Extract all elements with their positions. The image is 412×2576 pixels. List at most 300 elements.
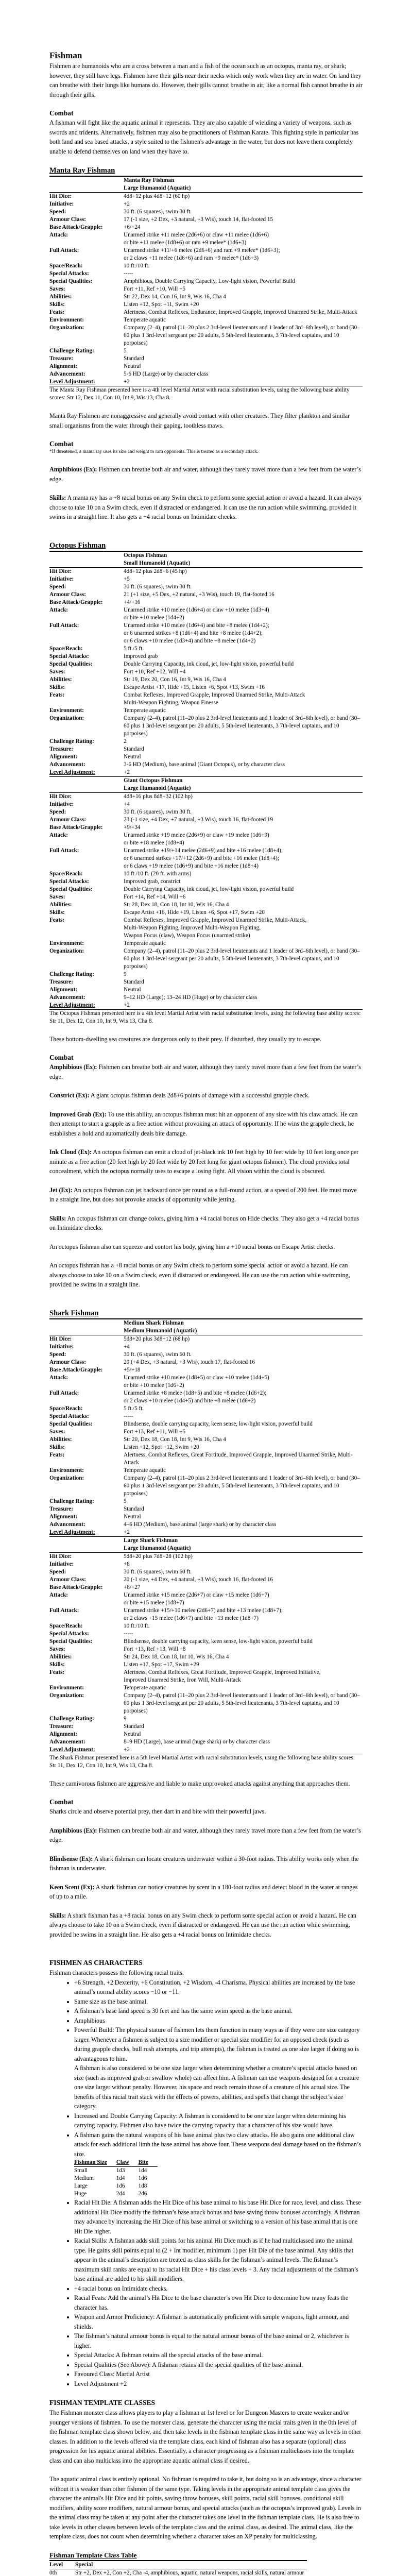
- stat-row: [49, 1413, 363, 1420]
- stat-value: Temperate aquatic: [124, 1684, 166, 1691]
- stat-block-name-row: [49, 552, 363, 560]
- ability-entry: [49, 1110, 363, 1139]
- combat-text: Sharks circle and observe potential prey, then dart in and bite with their powerful jaws.: [49, 1808, 266, 1815]
- stat-row: [49, 301, 363, 309]
- stat-label: Skills:: [49, 301, 65, 308]
- stat-label: Hit Dice:: [49, 193, 72, 199]
- stat-value: 9: [124, 971, 127, 977]
- ability-name: Amphibious (Ex):: [49, 1826, 97, 1834]
- stat-row: [49, 231, 363, 247]
- table-cell: 2d4: [116, 2191, 125, 2197]
- stat-row: [49, 370, 363, 378]
- stat-value: 30 ft. (6 squares), swim 60 ft.: [124, 1568, 192, 1575]
- stat-value: Unarmed strike +15 melee (2d6+7) or claw +15 melee (1d6+7) or bite +15 melee (1d8+7): [124, 1591, 269, 1606]
- stat-value: Neutral: [124, 986, 141, 993]
- ability-text: An octopus fishman can change colors, giving him a +4 racial bonus on Hide checks. They also get a +4 racial bonus on Intimidate checks.: [49, 1214, 359, 1231]
- table-cell: Str +2, Dex +2, Con +2, Cha -4, amphibious, aquatic, natural weapons, racial skills, natural armour: [75, 2569, 304, 2576]
- stat-row: [49, 1467, 363, 1475]
- stat-label: Feats:: [49, 1669, 65, 1675]
- stat-label: Full Attack:: [49, 847, 79, 854]
- stat-label: Treasure:: [49, 1505, 73, 1512]
- stat-value: Neutral: [124, 1513, 141, 1520]
- stat-row: [49, 1389, 363, 1405]
- statblock-container: [49, 177, 363, 386]
- stat-value: Blindsense, double carrying capacity, keen sense, low-light vision, powerful build: [124, 1420, 313, 1427]
- stat-value: 30 ft. (6 squares), swim 60 ft.: [124, 1351, 192, 1358]
- table-cell: 0th: [49, 2569, 57, 2576]
- table-cell: 1d4: [116, 2175, 125, 2181]
- stat-row: [49, 738, 363, 745]
- template-class-table: [49, 2561, 307, 2576]
- base-note: The Shark Fishman presented here is a 5th level Martial Artist with racial substitution levels, using the following base ability scores: Str 11, Dex 12, Con 10, Int 9, Wis 13, Cha 8.: [49, 1754, 355, 1769]
- ability-entry: [49, 493, 363, 522]
- stat-row: [49, 1746, 363, 1754]
- table-row: [74, 2167, 158, 2175]
- ability-text: A giant octopus fishman deals 2d8+6 points of damage with a successful grapple check.: [89, 1092, 310, 1099]
- base-note: The Manta Ray Fishman presented here is a 4th level Martial Artist with racial substitution levels, using the following base ability scores: Str 12, Dex 11, Con 10, Int 9, Wis 13, Cha 8.: [49, 387, 350, 401]
- stat-row: [49, 870, 363, 878]
- section-intro: Fishman characters possess the following racial traits.: [49, 1969, 184, 1976]
- trait-item: • +6 Strength, +2 Dexterity, +6 Constitution, +2 Wisdom, -4 Charisma. Physical abilities are increased by the base animal’s normal ability scores −10 or −11.: [74, 1978, 363, 1997]
- description: Manta Ray Fishmen are nonaggressive and generally avoid contact with other creatures. They filter plankton and similar small organisms from the water through their gaping, toothless maws.: [49, 412, 350, 429]
- stat-row: [49, 660, 363, 668]
- trait-item: • Amphibious: [74, 2016, 363, 2026]
- section-title: Octopus Fishman: [49, 540, 363, 552]
- stat-row: [49, 769, 363, 777]
- stat-value: Standard: [124, 1505, 144, 1512]
- stat-value: Unarmed strike +11/+6 melee (2d6+6) and ram +9 melee* (1d6+3); or 2 claws +11 melee (1d6+6) and ram +9 melee* (1d6+3): [124, 247, 280, 261]
- stat-label: Saves:: [49, 893, 65, 900]
- stat-label: Abilities:: [49, 901, 72, 908]
- stat-value: Alertness, Combat Reflexes, Endurance, Improved Grapple, Improved Unarmed Strike, Multi-Attack: [124, 309, 357, 315]
- stat-value: -----: [124, 270, 133, 277]
- stat-label: Initiative:: [49, 801, 74, 807]
- stat-value: 4d8+16 plus 8d8+32 (102 hp): [124, 793, 193, 800]
- table-cell: 1d6: [138, 2175, 147, 2181]
- stat-label: Special Attacks:: [49, 270, 89, 277]
- stat-label: Challenge Rating:: [49, 1715, 94, 1722]
- stat-value: Improved grab, constrict: [124, 878, 181, 885]
- stat-row: [49, 1475, 363, 1498]
- stat-value: Standard: [124, 978, 144, 985]
- stat-row: [49, 1552, 363, 1561]
- creature-type: Medium Humanoid (Aquatic): [124, 1327, 363, 1335]
- stat-row: [49, 1343, 363, 1351]
- stat-value: 2: [124, 738, 127, 744]
- stat-label: Treasure:: [49, 1723, 73, 1730]
- stat-value: Standard: [124, 745, 144, 752]
- ability-entry: [49, 1261, 363, 1290]
- ability-text: An octopus fishman can jet backward once per round as a full-round action, at a speed of 200 feet. He must move in a straight line, but does not provoke attacks of opportunity while jetting.: [49, 1186, 357, 1203]
- ability-text: A manta ray has a +8 racial bonus on any Swim check to perform some special action or avoid a hazard. It can always choose to take 10 on a Swim check, even if distracted or endangered. It can use the run action while swimming, provided it swims in a straight line. It also gets a +4 racial bonus on Intimidate checks.: [49, 494, 362, 520]
- stat-value: 5-6 HD (Large) or by character class: [124, 371, 209, 377]
- stat-value: Listen +12, Spot +11, Swim +20: [124, 301, 199, 308]
- statblock-container: [49, 1319, 363, 1754]
- stat-row: [49, 1692, 363, 1715]
- stat-label: Base Attack/Grapple:: [49, 1366, 103, 1373]
- ability-name: Amphibious (Ex):: [49, 466, 97, 473]
- stat-row: [49, 1630, 363, 1638]
- stat-label: Armour Class:: [49, 1359, 86, 1365]
- creature-name: Manta Ray Fishman: [124, 177, 175, 183]
- creature-name: Octopus Fishman: [124, 552, 167, 558]
- stat-label: Level Adjustment:: [49, 1746, 124, 1754]
- stat-label: Feats:: [49, 1451, 65, 1458]
- stat-value: Neutral: [124, 363, 141, 369]
- stat-row: [49, 606, 363, 622]
- stat-value: +5: [124, 575, 130, 582]
- ability-name: Skills:: [49, 1214, 66, 1222]
- stat-label: Environment:: [49, 1684, 84, 1691]
- table-cell: Large: [74, 2183, 88, 2189]
- stat-row: [49, 940, 363, 947]
- stat-row: [49, 1405, 363, 1413]
- stat-label: Environment:: [49, 317, 84, 323]
- stat-label: Advancement:: [49, 994, 85, 1001]
- stat-row: [49, 1568, 363, 1576]
- table-row: [49, 2569, 307, 2576]
- stat-label: Special Attacks:: [49, 653, 89, 659]
- stat-label: Level Adjustment:: [49, 1529, 124, 1537]
- stat-block-type-row: [49, 184, 363, 193]
- stat-row: [49, 847, 363, 870]
- stat-row: [49, 347, 363, 355]
- table-cell: 1d6: [116, 2183, 125, 2189]
- trait-item: • Level Adjustment +2: [74, 2379, 363, 2389]
- column-header: Claw: [116, 2159, 139, 2167]
- stat-label: Attack:: [49, 1374, 68, 1381]
- stat-row: [49, 224, 363, 231]
- stat-row: [49, 1607, 363, 1622]
- stat-row: [49, 293, 363, 301]
- stat-label: Hit Dice:: [49, 1553, 72, 1560]
- stat-row: [49, 1661, 363, 1669]
- stat-row: [49, 200, 363, 208]
- stat-value: 4d8+12 plus 4d8+12 (60 hp): [124, 193, 190, 199]
- stat-label: Armour Class:: [49, 816, 86, 823]
- creature-type: Large Humanoid (Aquatic): [124, 184, 363, 193]
- stat-block: [49, 177, 363, 386]
- stat-row: [49, 285, 363, 293]
- stat-label: Space/Reach:: [49, 870, 83, 877]
- stat-row: [49, 599, 363, 606]
- stat-value: 5 ft./5 ft.: [124, 645, 144, 652]
- stat-value: 21 (+1 size, +5 Dex, +2 natural, +3 Wis), touch 19, flat-footed 16: [124, 591, 274, 598]
- stat-block: [49, 552, 363, 777]
- stat-label: Environment:: [49, 940, 84, 946]
- stat-row: [49, 684, 363, 691]
- stat-value: 5d8+20 plus 3d8+12 (68 hp): [124, 1335, 190, 1342]
- ability-name: Constrict (Ex):: [49, 1092, 90, 1099]
- trait-item: • Racial Skills: A fishman adds skill points for his animal Hit Dice much as if he had multiclassed into the animal type. He gains skill points equal to (2 + Int modifier, minimum 1) per Hit Die of the base animal. Any skills that appear in the animal’s description are treated as class skills for the fishman’s animal levels. The fishman’s maximum skill ranks are equal to its racial Hit Dice + his class levels + 3. Any racial adjustments of the fishman’s base animal are added to his skill modifiers.: [74, 2236, 363, 2284]
- stat-row: [49, 645, 363, 653]
- stat-value: Neutral: [124, 753, 141, 760]
- stat-row: [49, 1576, 363, 1584]
- abilities-list: [49, 455, 363, 522]
- stat-row: [49, 792, 363, 801]
- stat-value: Fort +14, Ref +14, Will +6: [124, 893, 186, 900]
- stat-row: [49, 1622, 363, 1630]
- stat-row: [49, 832, 363, 847]
- stat-label: Saves:: [49, 1646, 65, 1652]
- stat-row: [49, 676, 363, 684]
- stat-label: Special Qualities:: [49, 1638, 93, 1645]
- stat-row: [49, 1359, 363, 1366]
- stat-label: Saves:: [49, 668, 65, 675]
- stat-value: Escape Artist +17, Hide +15, Listen +6, Spot +13, Swim +16: [124, 684, 265, 690]
- stat-row: [49, 668, 363, 676]
- combat-heading: Combat: [49, 109, 74, 117]
- stat-value: Str 28, Dex 18, Con 18, Int 10, Wis 16, Cha 4: [124, 901, 229, 908]
- stat-label: Hit Dice:: [49, 793, 72, 800]
- stat-value: Fort +10, Ref +12, Will +4: [124, 668, 186, 675]
- stat-value: 17 (-1 size, +2 Dex, +3 natural, +3 Wis), touch 14, flat-footed 15: [124, 216, 273, 223]
- stat-row: [49, 309, 363, 316]
- table-cell: Huge: [74, 2191, 87, 2197]
- stat-value: Improved grab: [124, 653, 158, 659]
- stat-value: 9: [124, 1715, 127, 1722]
- base-note: The Octopus Fishman presented here is a 4th level Martial Artist with racial substitution levels, using the following base ability scores: Str 11, Dex 12, Con 10, Int 9, Wis 13, Cha 8.: [49, 1010, 361, 1024]
- stat-label: Special Attacks:: [49, 878, 89, 885]
- stat-row: [49, 1444, 363, 1451]
- stat-label: Special Attacks:: [49, 1413, 89, 1419]
- table-cell: 2d6: [138, 2191, 147, 2197]
- creature-type: Large Humanoid (Aquatic): [124, 1545, 363, 1553]
- combat-heading: Combat: [49, 1054, 74, 1061]
- stat-value: Unarmed strike +10 melee (1d6+4) or claw +10 melee (1d3+4) or bite +10 melee (1d4+2): [124, 606, 269, 621]
- table-row: [74, 2182, 158, 2190]
- stat-label: Speed:: [49, 1351, 66, 1358]
- stat-value: Alertness, Combat Reflexes, Great Fortitude, Improved Grapple, Improved Unarmed Strike, Multi-Attack: [124, 1451, 353, 1466]
- section-heading: FISHMAN TEMPLATE CLASSES: [49, 2399, 156, 2406]
- stat-block-type-row: [49, 1545, 363, 1553]
- stat-row: [49, 824, 363, 832]
- stat-row: [49, 1723, 363, 1731]
- ability-text: An octopus fishman has a +8 racial bonus on any Swim check to perform some special action or avoid a hazard. He can always choose to take 10 on a Swim check, even if distracted or endangered. He can use the run action while swimming, provided he swims in a straight line.: [49, 1262, 350, 1288]
- stat-value: +8/+27: [124, 1584, 141, 1590]
- stat-row: [49, 761, 363, 769]
- stat-label: Speed:: [49, 583, 66, 590]
- ability-entry: [49, 1854, 363, 1873]
- trait-item: • Weapon and Armor Proficiency: A fishman is automatically proficient with simple weapons, light armour, and shields.: [74, 2312, 363, 2331]
- stat-row: [49, 808, 363, 816]
- column-header: Special: [75, 2561, 307, 2569]
- stat-label: Alignment:: [49, 753, 78, 760]
- stat-label: Organization:: [49, 1692, 84, 1699]
- stat-value: Temperate aquatic: [124, 1467, 166, 1473]
- stat-value: Listen +12, Spot +12, Swim +20: [124, 1444, 199, 1450]
- stat-label: Special Qualities:: [49, 1420, 93, 1427]
- table-cell: 1d4: [138, 2167, 147, 2174]
- stat-row: [49, 378, 363, 386]
- trait-item: • Same size as the base animal.: [74, 1997, 363, 2007]
- stat-block-type-row: [49, 1327, 363, 1335]
- stat-value: 9–12 HD (Large); 13–24 HD (Huge) or by character class: [124, 994, 258, 1001]
- stat-row: [49, 745, 363, 753]
- shark-section: [49, 1308, 363, 1940]
- stat-value: Double Carrying Capacity, ink cloud, jet, low-light vision, powerful build: [124, 886, 294, 892]
- stat-value: 20 (+4 Dex, +3 natural, +3 Wis), touch 17, flat-footed 16: [124, 1359, 255, 1365]
- stat-block: [49, 1319, 363, 1537]
- stat-value: 10 ft./10 ft.: [124, 263, 150, 269]
- stat-label: Special Qualities:: [49, 278, 93, 284]
- ability-entry: [49, 1214, 363, 1233]
- stat-value: +5/+18: [124, 1366, 141, 1373]
- ability-text: Fishmen can breathe both air and water, although they rarely travel more than a few feet from the water’s edge.: [49, 1826, 361, 1843]
- stat-row: [49, 622, 363, 645]
- stat-label: Feats:: [49, 917, 65, 923]
- template-classes: [49, 2398, 363, 2576]
- stat-value: +4/+16: [124, 599, 141, 605]
- stat-label: Space/Reach:: [49, 645, 83, 652]
- stat-value: Company (2–4), patrol (11–20 plus 2 3rd-level lieutenants and 1 leader of 3rd–6th level), or band (30–60 plus 1 3rd-level sergeant per 20 adults, 5 5th-level lieutenants, 3 7th-level captains, and 10 porpoises): [124, 325, 360, 346]
- stat-value: +2: [124, 769, 363, 777]
- stat-row: [49, 653, 363, 660]
- stat-value: Fort +11, Ref +10, Will +5: [124, 286, 186, 292]
- stat-label: Challenge Rating:: [49, 738, 94, 744]
- creature-name: Medium Shark Fishman: [124, 1319, 184, 1326]
- stat-value: Temperate aquatic: [124, 707, 166, 714]
- stat-value: Str 24, Dex 18, Con 18, Int 10, Wis 16, Cha 4: [124, 1653, 229, 1660]
- stat-label: Level Adjustment:: [49, 769, 124, 777]
- trait-item: • A fishman’s base land speed is 30 feet and has the same swim speed as the base animal.: [74, 2006, 363, 2016]
- stat-block-type-row: [49, 785, 363, 793]
- stat-row: [49, 216, 363, 224]
- stat-row: [49, 971, 363, 978]
- stat-row: [49, 1366, 363, 1374]
- ability-name: Ink Cloud (Ex):: [49, 1148, 92, 1156]
- creature-type: Small Humanoid (Aquatic): [124, 560, 363, 568]
- stat-value: +4: [124, 1343, 130, 1350]
- stat-value: Fort +13, Ref +11, Will +5: [124, 1428, 186, 1435]
- stat-row: [49, 567, 363, 575]
- ability-name: Amphibious (Ex):: [49, 1063, 97, 1071]
- stat-value: Company (2–4), patrol (11–20 plus 2 3rd-level lieutenants and 1 leader of 3rd–6th level), or band (30–60 plus 1 3rd-level sergeant per 20 adults, 5 5th-level lieutenants, 3 7th-level captains, and 10 porpoises): [124, 947, 360, 970]
- ability-text: Fishmen can breathe both air and water, although they rarely travel more than a few feet from the water’s edge.: [49, 1063, 361, 1080]
- stat-label: Abilities:: [49, 676, 72, 683]
- stat-value: Company (2–4), patrol (11–20 plus 2 3rd-level lieutenants and 1 leader of 3rd–6th level), or band (30–60 plus 1 3rd-level sergeant per 20 adults, 5 5th-level lieutenants, 3 7th-level captains, and 10 porpoises): [124, 1475, 360, 1497]
- stat-value: +2: [124, 378, 363, 386]
- stat-row: [49, 886, 363, 893]
- column-header: Fishman Size: [74, 2159, 116, 2167]
- stat-row: [49, 1715, 363, 1723]
- stat-value: 4d8+12 plus 2d8+6 (45 hp): [124, 568, 187, 574]
- stat-row: [49, 878, 363, 886]
- stat-value: Unarmed strike +19/+14 melee (2d6+9) and bite +16 melee (1d8+4); or 6 unarmed strikes +17/+12 (2d6+9) and bite +16 melee (1d8+4); or 6 claws +19 melee (1d6+9) and bite +16 melee (1d8+4): [124, 847, 283, 869]
- stat-value: 10 ft./10 ft. (20 ft. with arms): [124, 870, 192, 877]
- stat-value: Company (2–4), patrol (11–20 plus 2 3rd-level lieutenants and 1 leader of 3rd–6th level), or band (30–60 plus 1 3rd-level sergeant per 20 adults, 5 5th-level lieutenants, 3 7th-level captains, and 10 porpoises): [124, 715, 360, 737]
- stat-row: [49, 193, 363, 201]
- stat-label: Space/Reach:: [49, 1622, 83, 1629]
- stat-value: Temperate aquatic: [124, 317, 166, 323]
- stat-label: Skills:: [49, 909, 65, 916]
- ability-text: A shark fishman has a +8 racial bonus on any Swim check to perform some special action or avoid a hazard. He can always choose to take 10 on a Swim check, even if distracted or endangered. He can use the run action while swimming, provided he swims in a straight line. He also gets a +4 racial bonus on Intimidate checks.: [49, 1911, 356, 1938]
- stat-label: Alignment:: [49, 363, 78, 369]
- traits-list: [49, 1978, 363, 2389]
- stat-row: [49, 1351, 363, 1359]
- stat-value: Str 20, Dex 18, Con 18, Int 9, Wis 16, Cha 4: [124, 1436, 226, 1443]
- table-cell: Medium: [74, 2175, 94, 2181]
- table-row: [74, 2190, 158, 2198]
- stat-value: Unarmed strike +8 melee (1d8+5) and bite +8 melee (1d6+2); or 2 claws +10 melee (1d4+5) and bite +8 melee (1d6+2): [124, 1389, 267, 1404]
- stat-row: [49, 947, 363, 971]
- stat-label: Attack:: [49, 1591, 68, 1598]
- ability-entry: [49, 1185, 363, 1205]
- stat-value: +2: [124, 1002, 363, 1010]
- template-paragraph-1: The Fishman monster class allows players to play a fishman at 1st level or for Dungeon Masters to create weaker and/or younger versions of fishmen. To use the monster class, generate the character using the racial traits given in the 0th level of the fishman template class shown below, and then take levels in the fishman template class in the same way as levels in other classes. In addition to the levels offered via the template class, each kind of fishman also has a separate (optional) class progression for his aquatic animal abilities. Essentially, a character progressing as a fishman multiclasses into the template class and can also multiclass into the appropriate aquatic animal class if desired.: [49, 2409, 362, 2464]
- stat-label: Attack:: [49, 606, 68, 613]
- stat-value: +9/+34: [124, 824, 141, 831]
- ability-entry: [49, 1091, 363, 1100]
- ability-name: Skills:: [49, 494, 66, 501]
- trait-item: • A fishman gains the natural weapons of his base animal plus two claw attacks. He also gains one additional claw attack for each additional limb the base animal has above four. These weapons deal damage based on the fishman’s size. Fishman Size Claw Bite Small 1d3 1d4 Medium 1d4 1d6 Large 1d6 1d8 Huge 2d4 2d6: [74, 2130, 363, 2198]
- stat-label: Initiative:: [49, 201, 74, 207]
- stat-row: [49, 901, 363, 909]
- stat-label: Advancement:: [49, 371, 85, 377]
- stat-row: [49, 262, 363, 270]
- stat-label: Organization:: [49, 325, 84, 331]
- stat-value: 8–9 HD (Large), base animal (huge shark) or by character class: [124, 1738, 270, 1745]
- template-paragraph-2: The aquatic animal class is entirely optional. No fishman is required to take it, but doing so is an advantage, since a character without it is weaker than other fishmen of the same type. Taking levels in the appropriate animal template class gives the character the animal's Hit Dice and hit points, saving throw bonuses, skill points, racial skill bonuses, conditional skill modifiers, ability score modifiers, natural armour bonus, and special attacks (such as the octopus’s improved grab). Levels in the animal class may be taken at any point after the character takes one level in the fishman template class. He is also free to take levels in other classes between levels of the template class and the animal class, as desired. The animal class, like the template class, does not count when determining whether a character takes an XP penalty for multiclassing.: [49, 2476, 362, 2540]
- stat-value: Unarmed strike +19 melee (2d6+9) or claw +19 melee (1d6+9) or bite +18 melee (1d8+4): [124, 832, 269, 846]
- fishmen-as-characters: [49, 1958, 363, 2388]
- stat-label: Special Qualities:: [49, 660, 93, 667]
- stat-row: [49, 715, 363, 738]
- stat-row: [49, 801, 363, 808]
- stat-value: Standard: [124, 1723, 144, 1730]
- stat-label: Full Attack:: [49, 622, 79, 629]
- stat-label: Skills:: [49, 684, 65, 690]
- ability-entry: [49, 1911, 363, 1940]
- stat-value: 3-6 HD (Medium), base animal (Giant Octopus), or by character class: [124, 761, 285, 768]
- stat-value: 30 ft. (6 squares), swim 30 ft.: [124, 583, 192, 590]
- stat-row: [49, 1731, 363, 1738]
- stat-label: Special Attacks:: [49, 1630, 89, 1637]
- stat-value: Temperate aquatic: [124, 940, 166, 946]
- stat-value: Neutral: [124, 1731, 141, 1737]
- stat-label: Speed:: [49, 209, 66, 215]
- stat-label: Treasure:: [49, 745, 73, 752]
- stat-row: [49, 1584, 363, 1591]
- table-row: [74, 2175, 158, 2182]
- stat-value: Escape Artist +16, Hide +19, Listen +6, Spot +17, Swim +20: [124, 909, 265, 916]
- stat-value: 5d8+20 plus 7d8+28 (102 hp): [124, 1553, 193, 1560]
- octopus-section: [49, 540, 363, 1290]
- column-header: Bite: [139, 2159, 158, 2167]
- ability-entry: [49, 1147, 363, 1176]
- stat-label: Environment:: [49, 707, 84, 714]
- stat-row: [49, 355, 363, 363]
- stat-label: Special Qualities:: [49, 886, 93, 892]
- ability-text: An octopus fishman also can squeeze and contort his body, giving him a +10 racial bonus on Escape Artist checks.: [49, 1243, 335, 1250]
- stat-label: Hit Dice:: [49, 1335, 72, 1342]
- stat-row: [49, 583, 363, 591]
- stat-row: [49, 1420, 363, 1428]
- stat-label: Skills:: [49, 1661, 65, 1668]
- stat-value: 30 ft. (6 squares), swim 30 ft.: [124, 808, 192, 815]
- ability-name: Improved Grab (Ex):: [49, 1110, 107, 1118]
- table-cell: 1d8: [138, 2183, 147, 2189]
- creature-type: Large Humanoid (Aquatic): [124, 785, 363, 793]
- stat-row: [49, 1002, 363, 1010]
- stat-label: Base Attack/Grapple:: [49, 224, 103, 230]
- stat-label: Organization:: [49, 715, 84, 721]
- stat-label: Space/Reach:: [49, 263, 83, 269]
- combat-paragraph: A fishman will fight like the aquatic animal it represents. They are also capable of wielding a variety of weapons, such as swords and tridents. Alternatively, fishmen may also be practitioners of Fishman Karate. This fighting style in particular has both land and sea based attacks, a style suited to the fishmen's advantage in the water, but does not leave them completely unable to defend themselves on land when they have to.: [49, 119, 359, 155]
- stat-label: Speed:: [49, 808, 66, 815]
- stat-row: [49, 1529, 363, 1537]
- stat-row: [49, 575, 363, 583]
